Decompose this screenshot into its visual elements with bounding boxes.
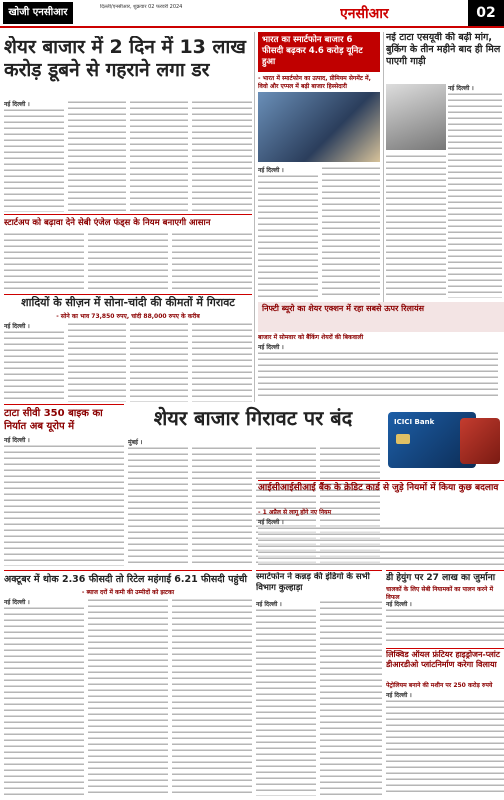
fall-headline: शेयर बाजार गिरावट पर बंद — [153, 406, 353, 430]
cards-body — [258, 526, 504, 566]
tax-byline: नई दिल्ली । — [256, 601, 282, 608]
smartphone-body-col1 — [258, 174, 318, 298]
suv-body-col1 — [386, 154, 446, 298]
tax-body-col2 — [320, 600, 382, 796]
oil-byline: नई दिल्ली । — [386, 692, 412, 699]
gold-body-col4 — [192, 322, 252, 402]
tax-headline: स्मार्टफोन ने कन्नड़ की इंडिगो के सभी विभाग कुल्हाड़ा — [256, 572, 370, 593]
fine-byline: नई दिल्ली । — [386, 601, 412, 608]
fall-body-col2 — [192, 446, 252, 566]
startups-body-col2 — [88, 232, 168, 292]
nifty-byline: नई दिल्ली । — [258, 344, 284, 351]
smartphone-subhead: - भारत में स्मार्टफोन का उत्पाद, प्रीमियम सेगमेंट में, विवो और एप्पल में बढ़ी बाजार हिस्सेदारी — [258, 75, 371, 90]
divider — [4, 404, 124, 405]
smartphone-photo — [258, 92, 380, 162]
lead-body-col2 — [68, 100, 126, 212]
newspaper-brand: खोजी एनसीआर — [3, 2, 73, 24]
masthead — [0, 0, 504, 28]
chip-icon — [396, 434, 410, 444]
oil-headline: लिक्विड ऑयल फ्रंटियर हाइड्रोजन-प्लांट डीआरडीओ प्लांटनिर्माण करेगा विलाया — [386, 650, 500, 669]
tata-byline: नई दिल्ली । — [4, 437, 30, 444]
gold-body-col3 — [130, 322, 188, 402]
fall-byline: मुंबई । — [128, 439, 143, 446]
oil-subhead: पेट्रोलियम बनाने की मशीन पर 250 करोड़ रुपये — [386, 682, 493, 689]
divider — [258, 480, 504, 481]
gold-headline: शादियों के सीज़न में सोना-चांदी की कीमतों में गिरावट — [21, 296, 235, 309]
divider — [4, 294, 252, 295]
smartphone-headline-box — [258, 32, 380, 72]
section-title: एनसीआर — [340, 6, 389, 22]
credit-card-back — [460, 418, 500, 464]
startups-body-col3 — [172, 232, 252, 292]
suv-photo — [386, 84, 446, 150]
lead-byline: नई दिल्ली । — [4, 101, 30, 108]
inflation-byline: नई दिल्ली । — [4, 599, 30, 606]
suv-headline: नई टाटा एसयूवी की बढ़ी मांग, बुकिंग के तीन महीने बाद ही मिल पाएगी गाड़ी — [386, 32, 501, 67]
oil-body — [386, 699, 504, 796]
fine-subhead: चालकों के लिए सेबी नियामकों का पालन करने में विफल — [386, 586, 494, 599]
tax-body-col1 — [256, 608, 316, 796]
nifty-body — [258, 351, 498, 399]
nifty-headline: निफ्टी ब्यूरो का शेयर एक्शन में रहा सबसे ऊपर रिलायंस — [262, 304, 425, 313]
startups-headline: स्टार्टअप को बढ़ावा देने सेबी एंजेल फंड्स के नियम बनाएगी आसान — [4, 218, 211, 228]
divider — [386, 648, 504, 649]
lead-body-col1 — [4, 108, 64, 212]
inflation-body-col2 — [88, 598, 168, 796]
bank-name: ICICI Bank — [394, 418, 435, 426]
inflation-body-col3 — [172, 598, 252, 796]
tata-headline: टाटा सीवी 350 बाइक का निर्यात अब यूरोप में — [4, 408, 103, 432]
lead-story — [4, 36, 252, 98]
smartphone-headline: भारत का स्मार्टफोन बाजार 6 फीसदी बढ़कर 4.6 करोड़ यूनिट हुआ — [262, 35, 363, 67]
inflation-body-col1 — [4, 606, 84, 796]
cards-byline: नई दिल्ली । — [258, 519, 284, 526]
column-divider — [383, 32, 384, 302]
credit-card-image — [388, 404, 500, 476]
tata-body — [4, 444, 124, 566]
inflation-headline: अक्टूबर में थोक 2.36 फीसदी तो रिटेल महंगाई 6.21 फीसदी पहुंची — [4, 574, 248, 585]
lead-headline: शेयर बाजार में 2 दिन में 13 लाख करोड़ डूबने से गहराने लगा डर — [4, 36, 246, 81]
page-number: 02 — [468, 0, 504, 26]
divider — [4, 214, 252, 215]
fall-body-col1 — [128, 446, 188, 566]
fine-body — [386, 608, 504, 644]
cards-headline: आईसीआईसीआई बैंक के क्रेडिट कार्ड से जुड़े नियमों में किया कुछ बदलाव — [258, 483, 499, 493]
startups-body-col1 — [4, 232, 84, 292]
lead-body-col3 — [130, 100, 188, 212]
gold-byline: नई दिल्ली । — [4, 323, 30, 330]
inflation-subhead: - ब्याज दरों में कमी की उम्मीदों को झटका — [81, 589, 175, 596]
gold-body-col2 — [68, 322, 126, 402]
gold-body-col1 — [4, 330, 64, 402]
lead-body-col4 — [192, 100, 252, 212]
fine-headline: डी हेयुंग पर 27 लाख का जुर्माना — [386, 573, 496, 583]
suv-body-col2 — [448, 92, 502, 298]
smartphone-body-col2 — [322, 166, 380, 298]
cards-subhead: - 1 अप्रैल से लागू होंगे नए नियम — [258, 509, 332, 516]
column-divider — [254, 32, 255, 402]
smartphone-byline: नई दिल्ली । — [258, 167, 284, 174]
divider — [256, 570, 382, 571]
dateline: दिल्ली/एनसीआर, शुक्रवार 02 फरवरी 2024 — [100, 4, 183, 10]
divider — [4, 570, 252, 571]
divider — [386, 570, 504, 571]
nifty-subhead: बाजार में सोमवार को बैंकिंग शेयरों की बिकवाली — [258, 334, 364, 341]
suv-byline: नई दिल्ली । — [448, 85, 474, 92]
nifty-headline-box — [258, 302, 504, 332]
gold-subhead: - सोने का भाव 73,850 रुपए, चांदी 88,000 रुपए के करीब — [56, 313, 200, 320]
